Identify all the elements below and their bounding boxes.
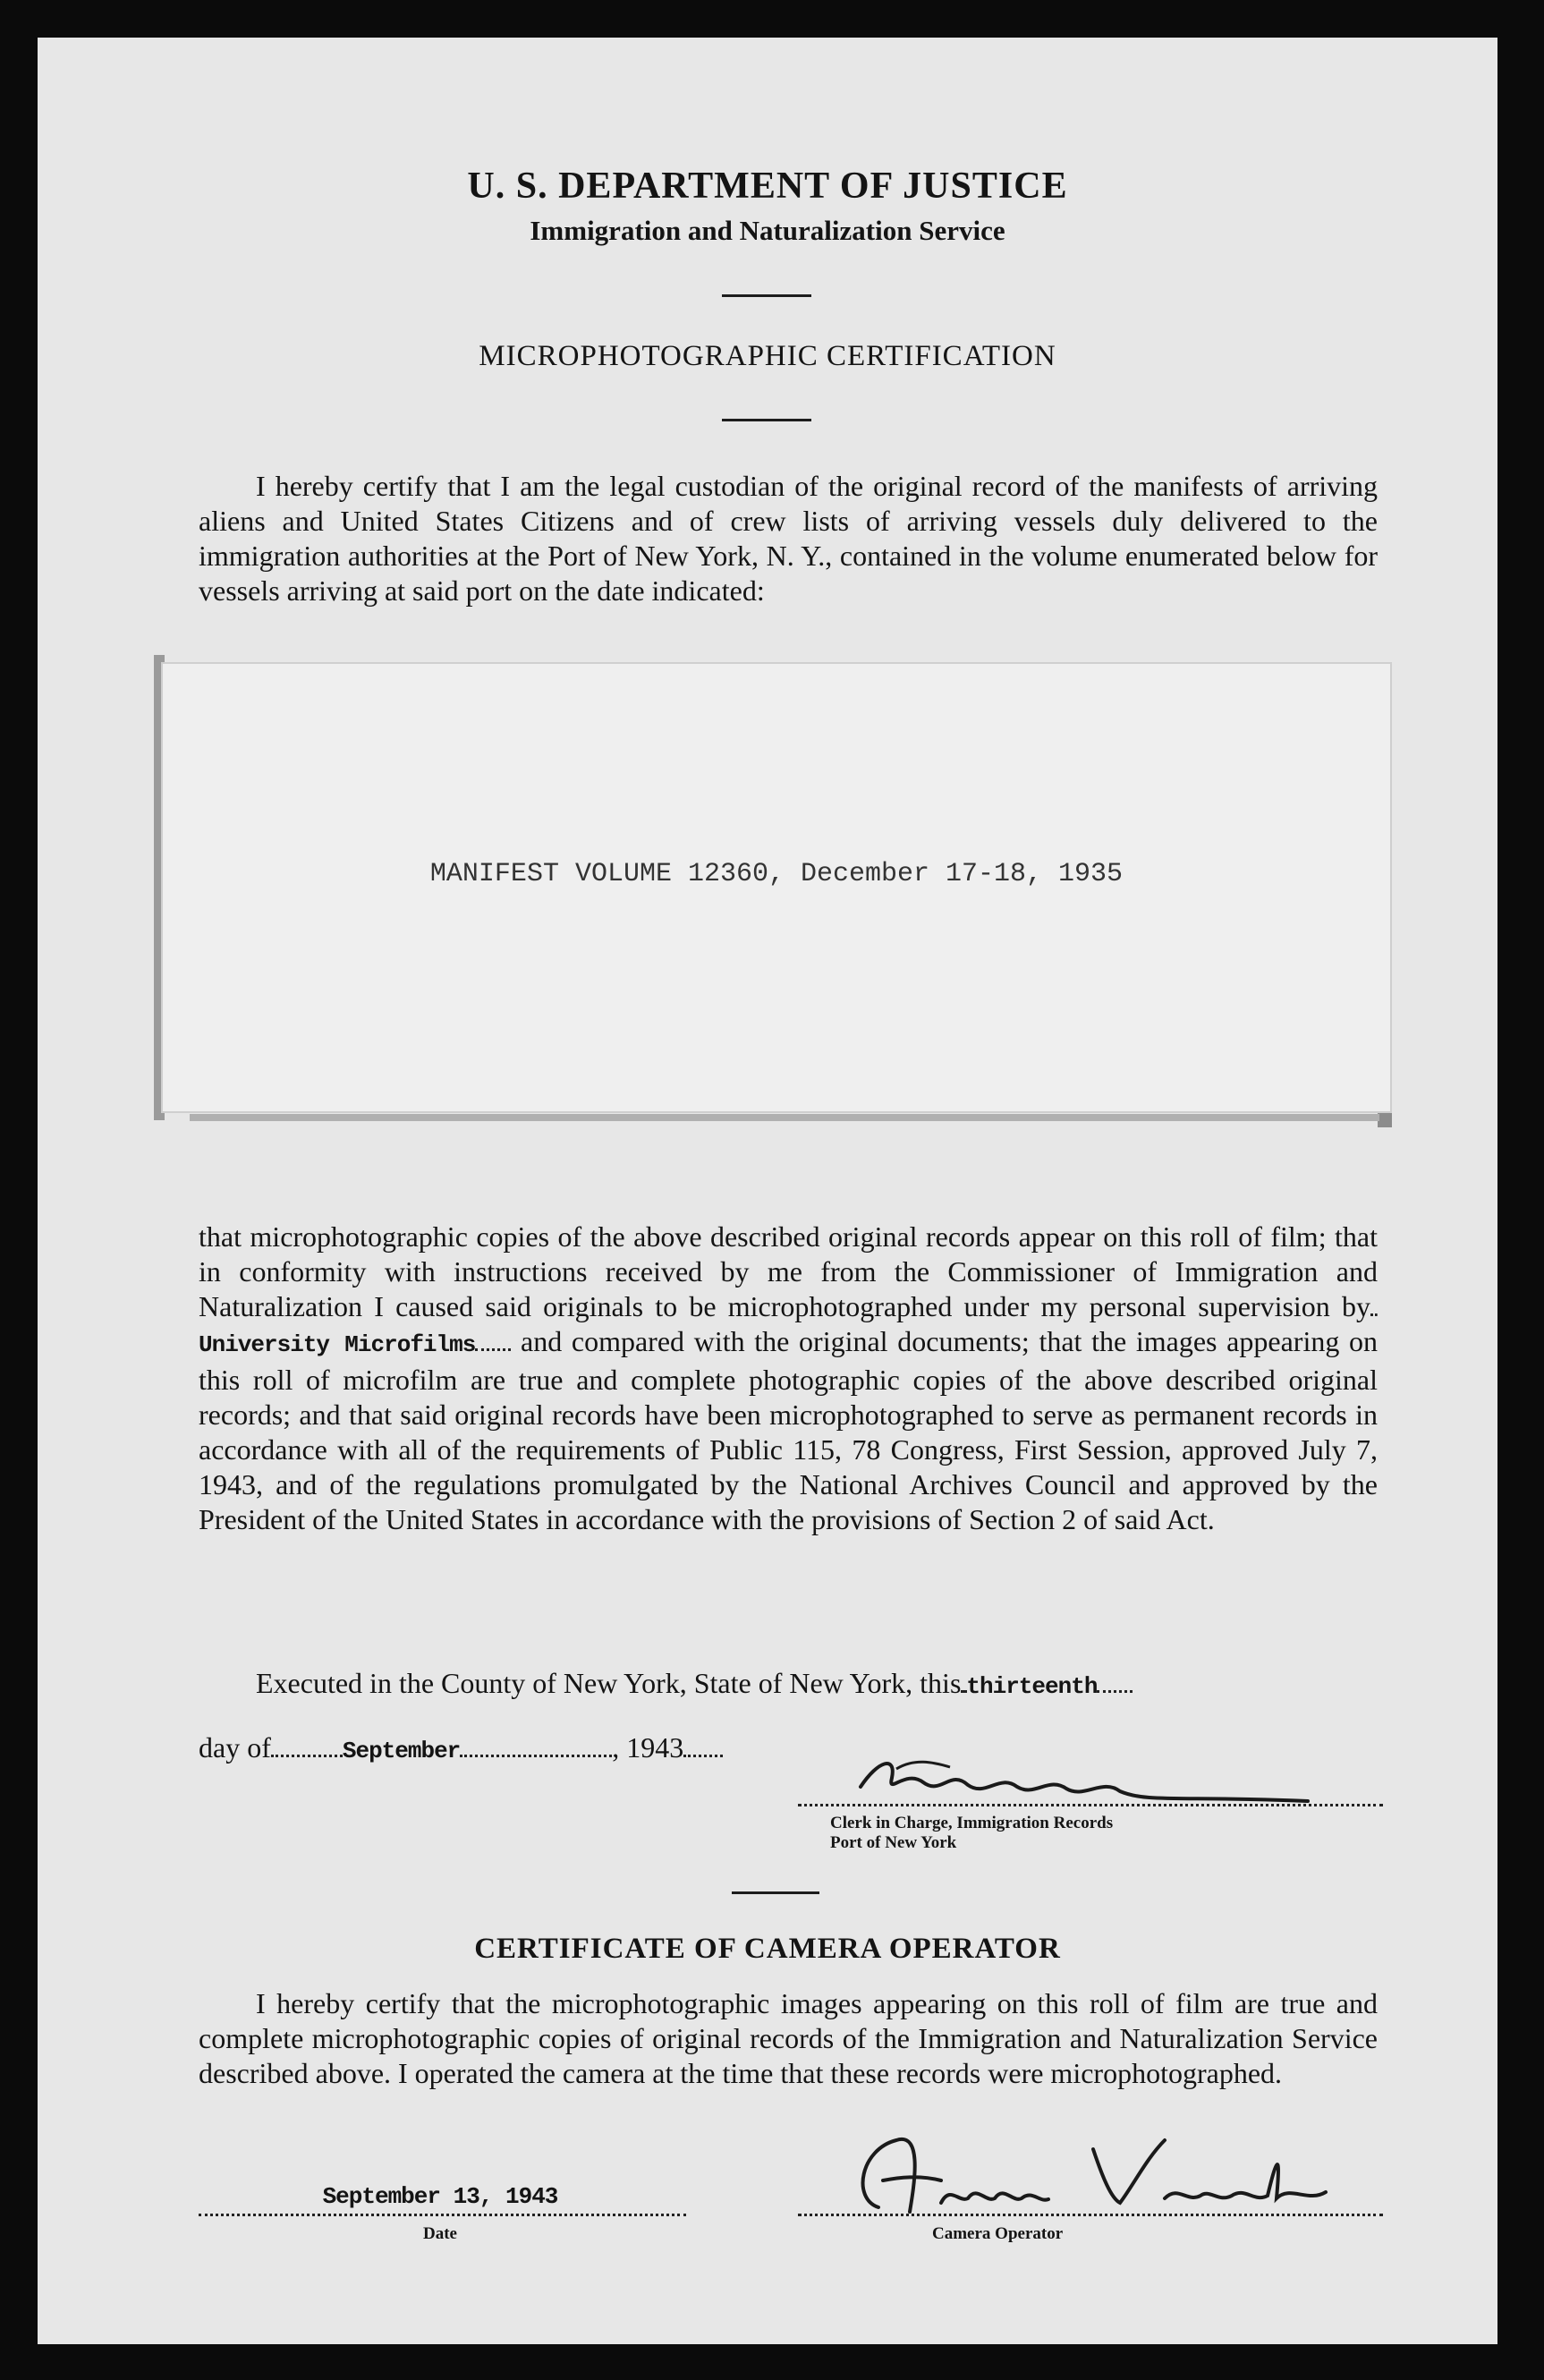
statement-lead: that microphotographic copies of the above described original records appear on this roll of film; that in conformity with instructions received by me from the Commissioner of Immigration and Naturalization I caused said originals to be microphotographed under my personal supervision by bbox=[199, 1220, 1378, 1322]
supervisor-name: University Microfilms bbox=[199, 1331, 476, 1358]
dot-leader bbox=[271, 1755, 343, 1757]
department-title: U. S. DEPARTMENT OF JUSTICE bbox=[467, 166, 1068, 207]
date-field bbox=[199, 2183, 682, 2210]
certification-heading: MICROPHOTOGRAPHIC CERTIFICATION bbox=[479, 340, 1056, 372]
dot-leader bbox=[683, 1755, 723, 1757]
operator-label: Camera Operator bbox=[932, 2224, 1064, 2243]
camera-operator-heading: CERTIFICATE OF CAMERA OPERATOR bbox=[474, 1933, 1061, 1965]
execution-day: thirteenth bbox=[966, 1673, 1098, 1700]
manifest-volume-text: MANIFEST VOLUME 12360, December 17-18, 1935 bbox=[429, 859, 1124, 889]
dot-leader bbox=[475, 1348, 511, 1351]
day-of-label: day of bbox=[199, 1731, 271, 1764]
statement-rest: and compared with the original documents; that the images appearing on this roll of microfilm are true and complete photographic copies of the above described original records; and that said original records have been microphotographed to serve as permanent records in accordance with all of the requirements of Public 115, 78 Congress, First Session, approved July 7, 1943, and of the regulations promulgated by the National Archives Council and approved by the President of the United States in accordance with the provisions of Section 2 of said Act. bbox=[199, 1325, 1378, 1535]
manifest-volume-card bbox=[163, 664, 1390, 1111]
custodian-paragraph bbox=[199, 469, 1378, 608]
date-line bbox=[199, 2214, 686, 2216]
custodian-text: I hereby certify that I am the legal custodian of the original record of the manifests of arriving aliens and United States Citizens and of crew lists of arriving vessels duly delivered to the immigration authorities at the Port of New York, N. Y., contained in the volume enumerated below for vessels arriving at said port on the date indicated: bbox=[199, 470, 1378, 607]
dot-leader bbox=[1370, 1313, 1378, 1316]
date-value: September 13, 1943 bbox=[322, 2183, 558, 2210]
certificate-sheet bbox=[38, 38, 1497, 2344]
clerk-title bbox=[830, 1814, 1367, 1853]
heading-divider bbox=[722, 419, 811, 421]
card-shadow-bottom bbox=[190, 1114, 1379, 1121]
execution-year: , 1943 bbox=[612, 1731, 684, 1764]
clerk-signature bbox=[843, 1742, 1326, 1814]
dot-leader bbox=[1097, 1690, 1133, 1693]
clerk-title-line1: Clerk in Charge, Immigration Records bbox=[830, 1814, 1114, 1832]
execution-lead: Executed in the County of New York, State of New York, this bbox=[256, 1667, 962, 1699]
date-label: Date bbox=[423, 2224, 457, 2243]
execution-month: September bbox=[342, 1738, 461, 1764]
operator-signature bbox=[825, 2113, 1362, 2230]
header-divider bbox=[722, 294, 811, 297]
statement-paragraph bbox=[199, 1220, 1378, 1537]
service-subtitle: Immigration and Naturalization Service bbox=[530, 215, 1005, 246]
camera-operator-paragraph bbox=[199, 1986, 1378, 2091]
camera-operator-text: I hereby certify that the microphotographic images appearing on this roll of film are true and complete microphotographic copies of original records of the Immigration and Naturalization Service described above. I operated the camera at the time that these records were microphotographed. bbox=[199, 1987, 1378, 2089]
dot-leader bbox=[460, 1755, 612, 1757]
execution-line bbox=[199, 1666, 1378, 1704]
section-divider bbox=[732, 1891, 819, 1894]
clerk-title-line2: Port of New York bbox=[830, 1833, 957, 1852]
